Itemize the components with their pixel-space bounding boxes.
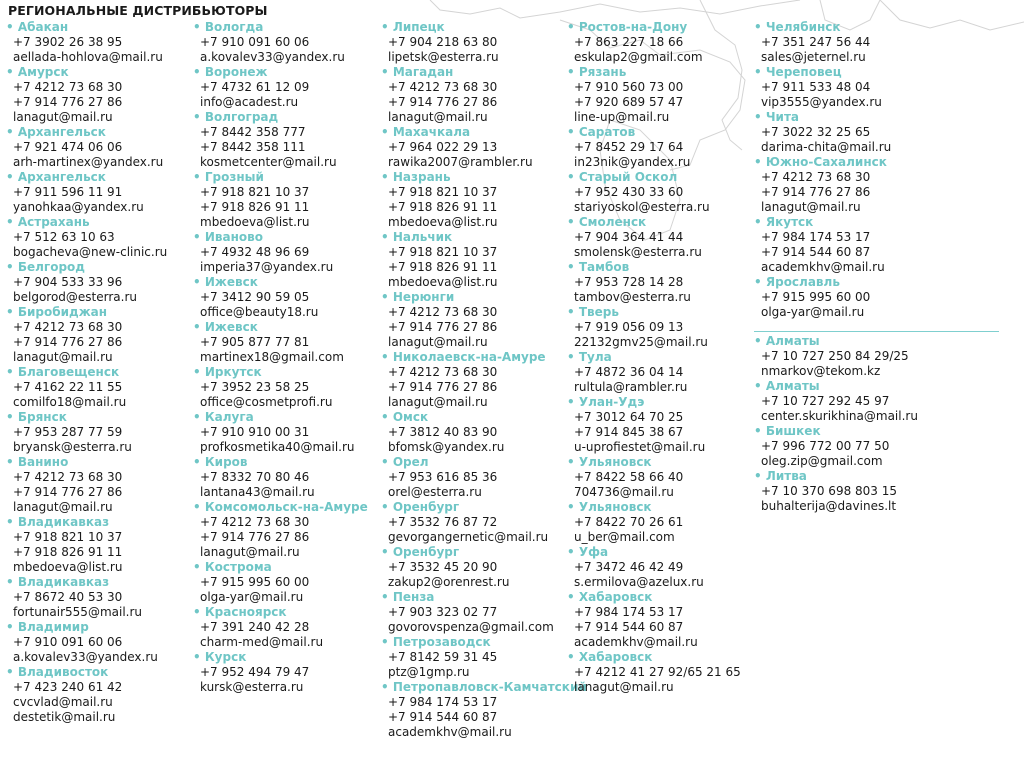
city-name: • Грозный [193, 170, 375, 185]
phone-number: +7 3022 32 25 65 [761, 125, 871, 139]
distributor-entry [381, 20, 563, 65]
email-link[interactable]: oleg.zip@gmail.com [761, 454, 883, 468]
phone-number: +7 953 616 85 36 [388, 470, 498, 484]
distributor-entry [381, 290, 563, 350]
city-name: • Ярославль [754, 275, 1019, 290]
phone-number: +7 4212 73 68 30 [388, 80, 498, 94]
city-name: • Бишкек [754, 424, 1019, 439]
city-name: • Тверь [567, 305, 749, 320]
distributor-entry [381, 635, 563, 680]
distributor-entry [6, 365, 188, 410]
distributor-entry [6, 305, 188, 365]
phone-number: +7 863 227 18 66 [574, 35, 684, 49]
phone-number: +7 953 287 77 59 [13, 425, 123, 439]
phone-number: +7 8672 40 53 30 [13, 590, 123, 604]
phone-number: +7 918 821 10 37 [13, 530, 123, 544]
distributor-entry [567, 650, 749, 695]
phone-number: +7 4212 73 68 30 [13, 320, 123, 334]
email-link[interactable]: charm-med@mail.ru [200, 635, 324, 649]
phone-number: +7 391 240 42 28 [200, 620, 310, 634]
phone-number: +7 8452 29 17 64 [574, 140, 684, 154]
distributor-entry [567, 350, 749, 395]
email-link[interactable]: lanagut@mail.ru [388, 110, 488, 124]
email-link[interactable]: govorovspenza@gmail.com [388, 620, 554, 634]
phone-number: +7 910 091 60 06 [13, 635, 123, 649]
city-name: • Ульяновск [567, 455, 749, 470]
city-name: • Алматы [754, 379, 1019, 394]
city-name: • Ульяновск [567, 500, 749, 515]
city-name: • Ижевск [193, 275, 375, 290]
phone-number: +7 914 544 60 87 [574, 620, 684, 634]
distributor-entry [381, 500, 563, 545]
phone-number: +7 8422 58 66 40 [574, 470, 684, 484]
city-name: • Ижевск [193, 320, 375, 335]
email-link[interactable]: 22132gmv25@mail.ru [574, 335, 708, 349]
email-link[interactable]: aellada-hohlova@mail.ru [13, 50, 163, 64]
phone-number: +7 3952 23 58 25 [200, 380, 310, 394]
phone-number: +7 8142 59 31 45 [388, 650, 498, 664]
phone-number: +7 914 776 27 86 [13, 335, 123, 349]
phone-number: +7 918 821 10 37 [200, 185, 310, 199]
email-link[interactable]: info@acadest.ru [200, 95, 299, 109]
distributor-entry [754, 110, 1019, 155]
phone-number: +7 910 560 73 00 [574, 80, 684, 94]
email-link[interactable]: academkhv@mail.ru [388, 725, 512, 739]
email-link[interactable]: eskulap2@gmail.com [574, 50, 703, 64]
email-link[interactable]: cvcvlad@mail.ru [13, 695, 113, 709]
city-name: • Петрозаводск [381, 635, 563, 650]
distributor-entry [193, 650, 375, 695]
phone-number: +7 964 022 29 13 [388, 140, 498, 154]
distributor-column [6, 20, 188, 725]
phone-number: +7 914 544 60 87 [761, 245, 871, 259]
city-name: • Литва [754, 469, 1019, 484]
distributor-entry [6, 215, 188, 260]
distributor-entry [754, 469, 1019, 514]
phone-number: +7 984 174 53 17 [574, 605, 684, 619]
distributor-entry [567, 545, 749, 590]
email-link[interactable]: lanagut@mail.ru [388, 335, 488, 349]
email-link[interactable]: academkhv@mail.ru [574, 635, 698, 649]
section-divider [754, 331, 999, 332]
city-name: • Оренбург [381, 500, 563, 515]
distributor-entry [193, 365, 375, 410]
city-name: • Пенза [381, 590, 563, 605]
city-name: • Оренбург [381, 545, 563, 560]
distributor-entry [567, 20, 749, 65]
city-name: • Амурск [6, 65, 188, 80]
phone-number: +7 903 323 02 77 [388, 605, 498, 619]
phone-number: +7 914 776 27 86 [388, 95, 498, 109]
phone-number: +7 918 826 91 11 [200, 200, 310, 214]
email-link[interactable]: buhalterija@davines.lt [761, 499, 897, 513]
distributor-entry [381, 680, 587, 740]
distributor-column [754, 20, 1019, 514]
phone-number: +7 3472 46 42 49 [574, 560, 684, 574]
email-link[interactable]: office@cosmetprofi.ru [200, 395, 333, 409]
phone-number: +7 4212 73 68 30 [13, 80, 123, 94]
distributor-entry [754, 155, 1019, 215]
city-name: • Архангельск [6, 170, 188, 185]
distributor-entry [754, 275, 1019, 320]
distributor-entry [193, 320, 375, 365]
email-link[interactable]: tambov@esterra.ru [574, 290, 691, 304]
city-name: • Тула [567, 350, 749, 365]
phone-number: +7 911 533 48 04 [761, 80, 871, 94]
distributor-entry [193, 455, 375, 500]
city-name: • Ростов-на-Дону [567, 20, 749, 35]
phone-number: +7 914 776 27 86 [761, 185, 871, 199]
city-name: • Вологда [193, 20, 375, 35]
phone-number: +7 904 533 33 96 [13, 275, 123, 289]
city-name: • Воронеж [193, 65, 375, 80]
email-link[interactable]: kosmetcenter@mail.ru [200, 155, 337, 169]
distributor-entry [6, 620, 188, 665]
phone-number: +7 4212 41 27 92/65 21 65 [574, 665, 741, 679]
email-link[interactable]: stariyoskol@esterra.ru [574, 200, 710, 214]
email-link[interactable]: comilfo18@mail.ru [13, 395, 127, 409]
city-name: • Южно-Сахалинск [754, 155, 1019, 170]
distributor-entry [381, 410, 563, 455]
phone-number: +7 920 689 57 47 [574, 95, 684, 109]
distributor-column [193, 20, 375, 695]
phone-number: +7 4212 73 68 30 [13, 470, 123, 484]
phone-number: +7 996 772 00 77 50 [761, 439, 890, 453]
email-link[interactable]: imperia37@yandex.ru [200, 260, 334, 274]
phone-number: +7 3532 76 87 72 [388, 515, 498, 529]
phone-number: +7 914 776 27 86 [388, 380, 498, 394]
email-link[interactable]: lanagut@mail.ru [761, 200, 861, 214]
phone-number: +7 910 910 00 31 [200, 425, 310, 439]
city-name: • Астрахань [6, 215, 188, 230]
city-name: • Иваново [193, 230, 375, 245]
city-name: • Кострома [193, 560, 375, 575]
email-link[interactable]: rultula@rambler.ru [574, 380, 688, 394]
phone-number: +7 3412 90 59 05 [200, 290, 310, 304]
email-link[interactable]: bfomsk@yandex.ru [388, 440, 505, 454]
distributor-entry [193, 170, 375, 230]
distributor-entry [567, 305, 749, 350]
city-name: • Петропавловск-Камчатский [381, 680, 563, 695]
distributor-entry [567, 500, 749, 545]
city-name: • Владикавказ [6, 515, 188, 530]
city-name: • Улан-Удэ [567, 395, 749, 410]
email-link[interactable]: belgorod@esterra.ru [13, 290, 138, 304]
city-name: • Якутск [754, 215, 1019, 230]
distributor-entry [193, 65, 375, 110]
email-link[interactable]: line-up@mail.ru [574, 110, 670, 124]
email-link[interactable]: zakup2@orenrest.ru [388, 575, 510, 589]
phone-number: +7 904 364 41 44 [574, 230, 684, 244]
distributor-entry [754, 379, 1019, 424]
email-link[interactable]: ptz@1gmp.ru [388, 665, 470, 679]
email-link[interactable]: u-uprofiestet@mail.ru [574, 440, 706, 454]
city-name: • Череповец [754, 65, 1019, 80]
phone-number: +7 351 247 56 44 [761, 35, 871, 49]
phone-number: +7 3812 40 83 90 [388, 425, 498, 439]
email-link[interactable]: bryansk@esterra.ru [13, 440, 132, 454]
distributor-entry [193, 230, 375, 275]
distributor-column [567, 20, 749, 695]
phone-number: +7 914 776 27 86 [13, 485, 123, 499]
phone-number: +7 4732 61 12 09 [200, 80, 310, 94]
phone-number: +7 512 63 10 63 [13, 230, 115, 244]
email-link[interactable]: mbedoeva@list.ru [388, 215, 498, 229]
email-link[interactable]: mbedoeva@list.ru [200, 215, 310, 229]
distributor-entry [381, 170, 563, 230]
distributor-entry [567, 260, 749, 305]
city-name: • Киров [193, 455, 375, 470]
phone-number: +7 3532 45 20 90 [388, 560, 498, 574]
city-name: • Архангельск [6, 125, 188, 140]
phone-number: +7 4162 22 11 55 [13, 380, 123, 394]
distributor-entry [567, 215, 749, 260]
phone-number: +7 8442 358 777 [200, 125, 306, 139]
city-name: • Липецк [381, 20, 563, 35]
distributor-entry [567, 65, 749, 125]
phone-number: +7 4212 73 68 30 [388, 305, 498, 319]
distributor-entry [567, 170, 749, 215]
city-name: • Владикавказ [6, 575, 188, 590]
distributor-entry [381, 590, 563, 635]
phone-number: +7 3902 26 38 95 [13, 35, 123, 49]
email-link[interactable]: destetik@mail.ru [13, 710, 116, 724]
email-link[interactable]: sales@jeternel.ru [761, 50, 866, 64]
email-link[interactable]: s.ermilova@azelux.ru [574, 575, 704, 589]
phone-number: +7 10 370 698 803 15 [761, 484, 898, 498]
city-name: • Омск [381, 410, 563, 425]
city-name: • Хабаровск [567, 650, 749, 665]
phone-number: +7 918 826 91 11 [388, 200, 498, 214]
city-name: • Владивосток [6, 665, 188, 680]
distributor-entry [6, 665, 188, 725]
distributor-entry [381, 65, 563, 125]
phone-number: +7 952 494 79 47 [200, 665, 310, 679]
city-name: • Махачкала [381, 125, 563, 140]
email-link[interactable]: vip3555@yandex.ru [761, 95, 882, 109]
distributor-entry [6, 455, 188, 515]
phone-number: +7 919 056 09 13 [574, 320, 684, 334]
phone-number: +7 4932 48 96 69 [200, 245, 310, 259]
city-name: • Старый Оскол [567, 170, 749, 185]
email-link[interactable]: in23nik@yandex.ru [574, 155, 691, 169]
phone-number: +7 8442 358 111 [200, 140, 306, 154]
distributor-entry [193, 605, 375, 650]
city-name: • Орел [381, 455, 563, 470]
phone-number: +7 8332 70 80 46 [200, 470, 310, 484]
city-name: • Нерюнги [381, 290, 563, 305]
phone-number: +7 4212 73 68 30 [388, 365, 498, 379]
distributor-entry [6, 410, 188, 455]
city-name: • Нальчик [381, 230, 563, 245]
distributor-entry [6, 260, 188, 305]
phone-number: +7 3012 64 70 25 [574, 410, 684, 424]
email-link[interactable]: olga-yar@mail.ru [200, 590, 304, 604]
phone-number: +7 10 727 250 84 29/25 [761, 349, 909, 363]
city-name: • Комсомольск-на-Амуре [193, 500, 375, 515]
distributor-entry [6, 20, 188, 65]
city-name: • Чита [754, 110, 1019, 125]
email-link[interactable]: martinex18@gmail.com [200, 350, 344, 364]
phone-number: +7 905 877 77 81 [200, 335, 310, 349]
distributor-entry [6, 515, 188, 575]
phone-number: +7 984 174 53 17 [761, 230, 871, 244]
distributor-entry [754, 65, 1019, 110]
email-link[interactable]: lanagut@mail.ru [574, 680, 674, 694]
email-link[interactable]: rawika2007@rambler.ru [388, 155, 533, 169]
distributor-entry [6, 65, 188, 125]
distributor-entry [754, 334, 1019, 379]
phone-number: +7 910 091 60 06 [200, 35, 310, 49]
email-link[interactable]: mbedoeva@list.ru [13, 560, 123, 574]
distributor-entry [567, 590, 749, 650]
phone-number: +7 953 728 14 28 [574, 275, 684, 289]
distributor-entry [381, 350, 563, 410]
distributor-entry [754, 20, 1019, 65]
phone-number: +7 918 826 91 11 [13, 545, 123, 559]
phone-number: +7 4212 73 68 30 [200, 515, 310, 529]
city-name: • Тамбов [567, 260, 749, 275]
email-link[interactable]: darima-chita@mail.ru [761, 140, 892, 154]
email-link[interactable]: profkosmetika40@mail.ru [200, 440, 355, 454]
email-link[interactable]: 704736@mail.ru [574, 485, 674, 499]
city-name: • Абакан [6, 20, 188, 35]
phone-number: +7 918 821 10 37 [388, 185, 498, 199]
distributor-column [381, 20, 587, 740]
distributor-entry [381, 455, 563, 500]
email-link[interactable]: arh-martinex@yandex.ru [13, 155, 164, 169]
city-name: • Брянск [6, 410, 188, 425]
email-link[interactable]: gevorgangernetic@mail.ru [388, 530, 549, 544]
city-name: • Биробиджан [6, 305, 188, 320]
distributor-entry [193, 110, 375, 170]
distributor-entry [193, 20, 375, 65]
distributor-entry [567, 125, 749, 170]
phone-number: +7 914 776 27 86 [200, 530, 310, 544]
email-link[interactable]: lantana43@mail.ru [200, 485, 315, 499]
email-link[interactable]: orel@esterra.ru [388, 485, 482, 499]
city-name: • Назрань [381, 170, 563, 185]
distributor-entry [6, 170, 188, 215]
city-name: • Красноярск [193, 605, 375, 620]
email-link[interactable]: lanagut@mail.ru [200, 545, 300, 559]
email-link[interactable]: lanagut@mail.ru [388, 395, 488, 409]
email-link[interactable]: bogacheva@new-clinic.ru [13, 245, 168, 259]
phone-number: +7 904 218 63 80 [388, 35, 498, 49]
email-link[interactable]: smolensk@esterra.ru [574, 245, 702, 259]
map-outline-north [430, 0, 800, 18]
distributor-entry [567, 395, 749, 455]
phone-number: +7 918 826 91 11 [388, 260, 498, 274]
city-name: • Владимир [6, 620, 188, 635]
city-name: • Благовещенск [6, 365, 188, 380]
email-link[interactable]: olga-yar@mail.ru [761, 305, 865, 319]
city-name: • Иркутск [193, 365, 375, 380]
phone-number: +7 915 995 60 00 [761, 290, 871, 304]
distributor-entry [193, 275, 375, 320]
phone-number: +7 4872 36 04 14 [574, 365, 684, 379]
phone-number: +7 4212 73 68 30 [761, 170, 871, 184]
phone-number: +7 984 174 53 17 [388, 695, 498, 709]
phone-number: +7 8422 70 26 61 [574, 515, 684, 529]
city-name: • Ванино [6, 455, 188, 470]
distributor-entry [193, 500, 375, 560]
phone-number: +7 914 776 27 86 [13, 95, 123, 109]
city-name: • Курск [193, 650, 375, 665]
email-link[interactable]: u_ber@mail.com [574, 530, 675, 544]
phone-number: +7 423 240 61 42 [13, 680, 123, 694]
city-name: • Алматы [754, 334, 1019, 349]
city-name: • Саратов [567, 125, 749, 140]
city-name: • Магадан [381, 65, 563, 80]
email-link[interactable]: academkhv@mail.ru [761, 260, 885, 274]
email-link[interactable]: lanagut@mail.ru [13, 110, 113, 124]
email-link[interactable]: lanagut@mail.ru [13, 500, 113, 514]
email-link[interactable]: lipetsk@esterra.ru [388, 50, 499, 64]
city-name: • Хабаровск [567, 590, 749, 605]
city-name: • Николаевск-на-Амуре [381, 350, 563, 365]
city-name: • Смоленск [567, 215, 749, 230]
email-link[interactable]: a.kovalev33@yandex.ru [13, 650, 158, 664]
email-link[interactable]: center.skurikhina@mail.ru [761, 409, 918, 423]
distributor-entry [193, 560, 375, 605]
distributor-entry [6, 125, 188, 170]
email-link[interactable]: lanagut@mail.ru [13, 350, 113, 364]
page-title: РЕГИОНАЛЬНЫЕ ДИСТРИБЬЮТОРЫ [8, 3, 268, 18]
distributor-entry [193, 410, 375, 455]
email-link[interactable]: kursk@esterra.ru [200, 680, 304, 694]
phone-number: +7 918 821 10 37 [388, 245, 498, 259]
phone-number: +7 914 544 60 87 [388, 710, 498, 724]
email-link[interactable]: fortunair555@mail.ru [13, 605, 143, 619]
phone-number: +7 914 776 27 86 [388, 320, 498, 334]
city-name: • Уфа [567, 545, 749, 560]
city-name: • Калуга [193, 410, 375, 425]
city-name: • Волгоград [193, 110, 375, 125]
distributor-entry [381, 125, 563, 170]
city-name: • Белгород [6, 260, 188, 275]
phone-number: +7 921 474 06 06 [13, 140, 123, 154]
distributor-entry [381, 545, 563, 590]
phone-number: +7 10 727 292 45 97 [761, 394, 890, 408]
city-name: • Рязань [567, 65, 749, 80]
email-link[interactable]: office@beauty18.ru [200, 305, 319, 319]
distributor-entry [381, 230, 563, 290]
city-name: • Челябинск [754, 20, 1019, 35]
distributor-entry [6, 575, 188, 620]
phone-number: +7 914 845 38 67 [574, 425, 684, 439]
email-link[interactable]: yanohkaa@yandex.ru [13, 200, 144, 214]
email-link[interactable]: nmarkov@tekom.kz [761, 364, 881, 378]
phone-number: +7 952 430 33 60 [574, 185, 684, 199]
email-link[interactable]: a.kovalev33@yandex.ru [200, 50, 345, 64]
distributor-entry [567, 455, 749, 500]
distributor-entry [754, 215, 1019, 275]
distributor-entry [754, 424, 1019, 469]
email-link[interactable]: mbedoeva@list.ru [388, 275, 498, 289]
phone-number: +7 911 596 11 91 [13, 185, 123, 199]
phone-number: +7 915 995 60 00 [200, 575, 310, 589]
